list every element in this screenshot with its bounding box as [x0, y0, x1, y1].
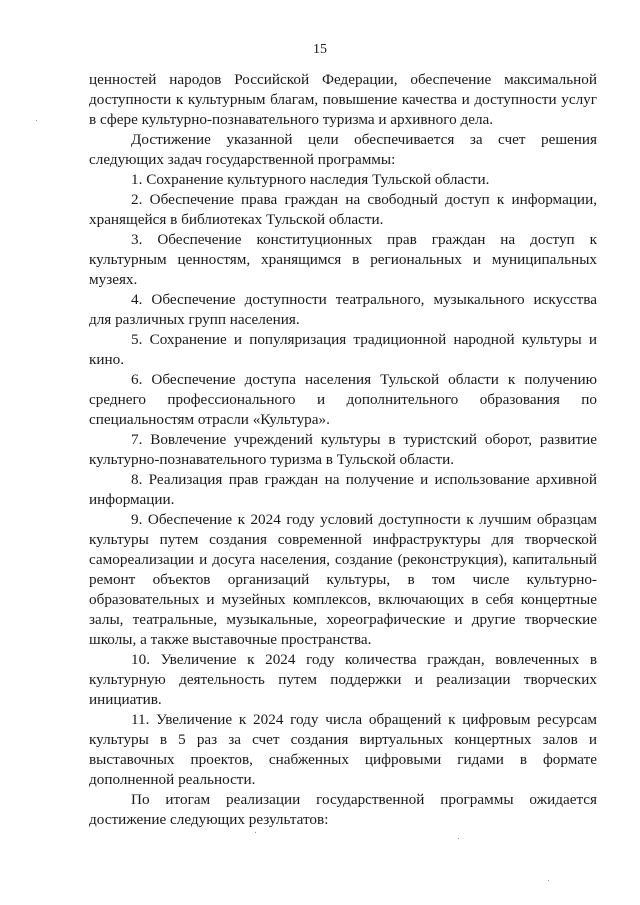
- list-item: 3. Обеспечение конституционных прав граждан на доступ к культурным ценностям, хранящимся в региональных и муниципальных музеях.: [89, 231, 597, 288]
- list-item: 8. Реализация прав граждан на получение и использование архивной информации.: [89, 471, 597, 508]
- list-item: 6. Обеспечение доступа населения Тульской области к получению среднего профессионального и дополнительного образования по специальностям отрасли «Культура».: [89, 371, 597, 428]
- page-number: 15: [313, 42, 327, 57]
- list-item: 11. Увеличение к 2024 году числа обращений к цифровым ресурсам культуры в 5 раз за счет создания виртуальных концертных залов и выставочных проектов, снабженных цифровыми гидами в формате дополненной реальности.: [89, 711, 597, 788]
- scan-speck: [458, 838, 459, 839]
- list-item: 4. Обеспечение доступности театрального, музыкального искусства для различных групп населения.: [89, 291, 597, 328]
- body-text: [89, 70, 597, 830]
- list-item: 7. Вовлечение учреждений культуры в туристский оборот, развитие культурно-познавательного туризма в Тульской области.: [89, 431, 597, 468]
- list-item: 9. Обеспечение к 2024 году условий доступности к лучшим образцам культуры путем создания современной инфраструктуры для творческой самореализации и досуга населения, создание (реконструкция), капитальный ремонт объектов организаций культуры, в том числе культурно-образовательных и музейных комплексов, включающих в себя концертные залы, театральные, музыкальные, хореографические и другие творческие школы, а также выставочные пространства.: [89, 511, 597, 648]
- list-item: 5. Сохранение и популяризация традиционной народной культуры и кино.: [89, 331, 597, 368]
- list-item: 2. Обеспечение права граждан на свободный доступ к информации, хранящейся в библиотеках Тульской области.: [89, 191, 597, 228]
- scan-speck: [548, 880, 549, 881]
- list-item: 1. Сохранение культурного наследия Тульской области.: [131, 171, 490, 188]
- paragraph: Достижение указанной цели обеспечивается за счет решения следующих задач государственной программы:: [89, 131, 597, 168]
- list-item: 10. Увеличение к 2024 году количества граждан, вовлеченных в культурную деятельность путем поддержки и реализации творческих инициатив.: [89, 651, 597, 708]
- paragraph: ценностей народов Российской Федерации, обеспечение максимальной доступности к культурным благам, повышение качества и доступности услуг в сфере культурно-познавательного туризма и архивного дела.: [89, 71, 597, 128]
- scan-speck: [255, 832, 256, 833]
- scan-speck: [36, 120, 37, 121]
- paragraph: По итогам реализации государственной программы ожидается достижение следующих результатов:: [89, 791, 597, 828]
